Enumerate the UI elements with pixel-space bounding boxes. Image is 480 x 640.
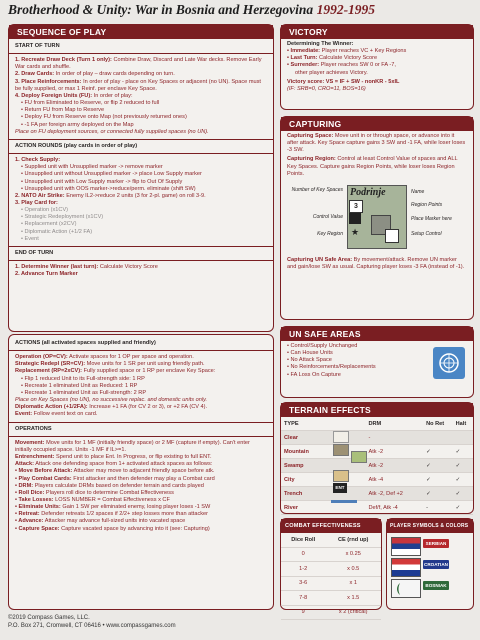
list-item: • Flip 1 reduced Unit to its Full-strength side: 1 RP (21, 375, 145, 382)
victory-item-text: Calculate Victory Score (319, 55, 378, 62)
table-row (281, 473, 473, 487)
sequence-header: SEQUENCE OF PLAY (9, 25, 273, 39)
victory-item-label: • Last Turn: (287, 55, 318, 62)
victory-score: Victory score: VS = IF + SW - nonKR - 5xIL (287, 78, 400, 85)
col-halt: Halt (453, 417, 473, 431)
list-item: • FA Loss On Capture (287, 371, 341, 378)
list-item: • Replacement (x2CV) (21, 221, 77, 228)
col-dice: Dice Roll (281, 533, 325, 547)
victory-panel (280, 24, 474, 110)
key-region-star-icon: ★ (351, 226, 360, 237)
terrain-swatch-mountain (333, 444, 349, 456)
attack-step-text: LOSS NUMBER = Combat Effectiveness x CF (55, 496, 170, 503)
attack-step-label: • Play Combat Cards: (15, 475, 72, 482)
attack-step-label: • DRM: (15, 482, 34, 489)
terrain-drm: Atk -2 (365, 459, 423, 473)
attack-step-text: First attacker and then defender may play a Combat card (73, 475, 215, 482)
list-item: • Recreate 1 eliminated Unit as Full-strength: 2 RP (21, 389, 147, 396)
terrain-halt: ✓ (453, 445, 473, 459)
attack-step-text: Players roll dice to determine Combat Effectiveness (45, 489, 174, 496)
list-item: • Unsupplied unit with Low Supply marker -> flip to Out Of Supply (21, 178, 183, 185)
page-title (8, 2, 472, 22)
ent-marker: ENT (333, 483, 347, 493)
un-emblem-icon (433, 347, 465, 379)
victory-item-text: other player achieves Victory. (295, 69, 368, 76)
op-text: Spend unit to place Ent. In Progress, or flip existing to full ENT. (56, 454, 212, 461)
attack-step (15, 490, 267, 497)
list-item: • Recreate 1 eliminated Unit as Reduced: 1 RP (21, 382, 138, 389)
terrain-drm: Atk -2 (365, 445, 423, 459)
title-years: 1992-1995 (316, 2, 376, 17)
list-item: • Deploy FU from Reserve onto Map (not previously returned ones) (21, 114, 187, 121)
col-type: TYPE (281, 417, 365, 431)
ce-value: x 0.25 (325, 547, 381, 562)
list-item: • Control/Supply Unchanged (287, 343, 358, 349)
op-entrenchment: Entrenchment: (15, 454, 55, 461)
capturing-region-label: Capturing Region: (287, 156, 336, 163)
col-ce: CE (rnd up) (325, 533, 381, 547)
list-item: • Return FU from Map to Reserve (21, 107, 105, 114)
attack-step (15, 468, 267, 475)
table-row (281, 431, 473, 445)
table-row (281, 459, 473, 473)
label-placemarker: Place Marker here (411, 215, 452, 222)
dice-roll: 0 (281, 547, 325, 562)
action-replacement: Replacement (RP=2xCV): (15, 368, 82, 375)
dice-roll: 9 (281, 605, 325, 620)
table-row (281, 605, 381, 620)
action-text: Move units for 1 SR per unit using friendly path. (86, 361, 205, 368)
attack-step-text: Gain 1 SW per eliminated enemy, losing player loses -1 SW (62, 504, 211, 511)
region-name: Podrinje (350, 186, 386, 198)
attack-step-text: Attacker may advance full-sized units into vacated space (44, 518, 186, 525)
title-main: Brotherhood & Unity: War in Bosnia and Herzegovina (8, 2, 317, 17)
list-item: • Operation (x1CV) (21, 207, 69, 214)
player-badge-bosniak: BOSNIAK (423, 581, 449, 590)
dice-roll: 3-6 (281, 576, 325, 591)
action-redeploy: Strategic Redepl (SR=CV): (15, 361, 86, 368)
attack-step (15, 504, 267, 511)
terrain-drm: Def/f, Atk -4 (365, 501, 423, 515)
list-item: • Strategic Redeployment (x1CV) (21, 214, 104, 221)
list-item: • Event (21, 235, 39, 242)
dice-roll: 1-2 (281, 562, 325, 577)
step-text: In order of play - place on Key Spaces or adjacent (no UN). Space must be fully supplied, or max 1 Reinf. per enclave Key Space. (15, 78, 261, 92)
attack-step (15, 476, 267, 483)
col-drm: DRM (365, 417, 423, 431)
action-text: Fully supplied space or 1 RP per enclave Key Space: (83, 368, 216, 375)
action-text: Activate spaces for 1 OP per space and operation. (68, 354, 194, 361)
terrain-halt: ✓ (453, 501, 473, 515)
victory-item-text: Player reaches SW 0 or FA -7, (320, 62, 396, 69)
terrain-type: City (281, 473, 365, 487)
terrain-type: Clear (281, 431, 365, 445)
actions-panel (8, 334, 274, 610)
victory-item (287, 55, 467, 62)
list-item: • FU from Eliminated to Reserve, or flip 2 reduced to full (21, 100, 160, 107)
ce-value: x 2 (critical) (325, 605, 381, 620)
terrain-halt (453, 431, 473, 445)
publisher-address: P.O. Box 271, Cromwell, CT 06416 • www.compassgames.com (8, 623, 176, 630)
symbols-header: PLAYER SYMBOLS & COLORS (387, 519, 473, 533)
step-play-card: 3. Play Card for: (15, 199, 58, 206)
list-item: • Supplied unit with Unsupplied marker -> remove marker (21, 164, 163, 171)
list-item: • No Reinforcements/Replacements (287, 364, 376, 371)
attack-step (15, 518, 267, 525)
step-air-strike: 2. NATO Air Strike: (15, 192, 65, 199)
list-note: Place on FU deployment sources, or connected fully supplied spaces (no UN). (15, 128, 209, 135)
ce-value: x 1 (325, 576, 381, 591)
terrain-halt: ✓ (453, 487, 473, 501)
label-setup: Setup Control (411, 230, 442, 237)
action-rounds-heading: ACTION ROUNDS (play cards in order of play) (15, 142, 138, 149)
list-item: • -1 FA per foreign army deployed on the Map (21, 121, 134, 128)
step-text: Enemy IL2->reduce 2 units (3 for 2-pl. game) on roll 3-9. (66, 192, 206, 199)
terrain-noret: ✓ (423, 459, 453, 473)
capturing-header: CAPTURING (281, 117, 473, 131)
step-reinforcements: 3. Place Reinforcements: (15, 78, 82, 85)
player-symbols-panel (386, 518, 474, 610)
list-item: • Unsupplied unit with OOS marker->reduce/perm. eliminate (shift SW) (21, 185, 196, 192)
ce-value: x 0.5 (325, 562, 381, 577)
terrain-noret: ✓ (423, 487, 453, 501)
step-recreate-deck: 1. Recreate Draw Deck (Turn 1 only): (15, 57, 112, 64)
terrain-type: River (281, 501, 365, 515)
attack-step-text: Defender retreats 1/2 spaces if 2/2+ step losses more than attacker (41, 511, 209, 518)
attack-step-label: • Capture Space: (15, 525, 60, 532)
list-item: • Can House Units (287, 350, 333, 357)
combat-table (281, 533, 381, 620)
serbian-flag-icon (391, 537, 421, 556)
action-diplomatic: Diplomatic Action (+1/2FA): (15, 404, 88, 411)
victory-item-label: • Surrender: (287, 62, 320, 69)
step-foreign-units: 4. Deploy Foreign Units (FU): (15, 92, 93, 99)
step-determine-winner: 1. Determine Winner (last turn): (15, 264, 99, 271)
label-regionpoints: Region Points (411, 201, 443, 208)
victory-item (287, 48, 467, 55)
terrain-noret (423, 431, 453, 445)
attack-step (15, 526, 267, 533)
un-header: UN SAFE AREAS (281, 327, 473, 341)
action-text: Increase +1 FA (for CV 2 or 3), or +2 FA (CV 4). (89, 404, 208, 411)
player-badge-serbian: SERBIAN (423, 539, 449, 548)
terrain-noret: - (423, 501, 453, 515)
table-row (281, 576, 381, 591)
region-diagram (287, 181, 467, 257)
table-row (281, 562, 381, 577)
determining-winner: Determining The Winner: (287, 41, 354, 47)
sequence-of-play-panel (8, 24, 274, 332)
op-attack: Attack: (15, 461, 34, 468)
table-row (281, 445, 473, 459)
action-text: Follow event text on card. (33, 411, 98, 418)
terrain-halt: ✓ (453, 459, 473, 473)
list-item: • No Attack Space (287, 357, 332, 364)
croatian-flag-icon (391, 558, 421, 577)
start-turn-heading: START OF TURN (15, 43, 60, 49)
step-advance-turn: 2. Advance Turn Marker (15, 271, 78, 278)
terrain-noret: ✓ (423, 445, 453, 459)
operations-heading: OPERATIONS (15, 425, 52, 432)
step-text: Calculate Victory Score (99, 264, 158, 271)
attack-step-label: • Eliminate Units: (15, 504, 61, 511)
op-text: Move units for 1 MF (initially friendly space) or 2 MF (capture if empty). Can't enter initially occupied space. Units -1 MF if IL>=1. (15, 439, 250, 453)
terrain-type: Swamp (281, 459, 365, 473)
list-item: • Diplomatic Action (+1/2 FA) (21, 228, 93, 235)
attack-step-label: • Take Losses: (15, 496, 54, 503)
attack-step-label: • Retreat: (15, 511, 40, 518)
un-safe-areas-panel (280, 326, 474, 398)
capturing-un-label: Capturing UN Safe Area: (287, 256, 353, 263)
table-row (281, 547, 381, 562)
copyright: ©2019 Compass Games, LLC. (8, 615, 90, 621)
table-row (281, 591, 381, 606)
terrain-noret: ✓ (423, 473, 453, 487)
table-row (281, 487, 473, 501)
capturing-space-label: Capturing Space: (287, 133, 334, 139)
action-operation: Operation (OP=CV): (15, 354, 68, 361)
terrain-swatch-swamp (351, 451, 367, 463)
list-note: Place on Key Spaces (no UN), no successive replac. and domestic units only. (15, 397, 208, 404)
label-keyspaces: Number of Key Spaces (291, 186, 343, 193)
terrain-type: Trench (281, 487, 365, 501)
terrain-type: Mountain (281, 445, 365, 459)
bosniak-flag-icon (391, 579, 421, 598)
victory-item-text: Player reaches VC + Key Regions (321, 48, 407, 55)
attack-step-label: • Roll Dice: (15, 489, 45, 496)
attack-step-text: Players calculate DRMs based on defender terrain and cards played (34, 482, 204, 489)
terrain-table (281, 417, 473, 515)
combat-effectiveness-panel (280, 518, 382, 616)
step-text: In order of play: (93, 92, 133, 99)
player-badge-croatian: CROATIAN (424, 562, 448, 567)
setup-control-box (385, 229, 399, 243)
region-number: 3 (349, 200, 363, 213)
combat-header: COMBAT EFFECTIVENESS (281, 519, 381, 533)
capturing-region-text: Control at least Control Value of spaces and ALL Key Spaces. Capture gains Region Points, while loser loses Region Points. (287, 156, 458, 177)
attack-step-text: Capture vacated space by advancing into it (see: Capturing) (61, 525, 210, 532)
actions-heading: ACTIONS (all activated spaces supplied and friendly) (15, 340, 156, 346)
terrain-drm: - (365, 431, 423, 445)
attack-step (15, 497, 267, 504)
op-movement: Movement: (15, 439, 45, 446)
victory-item-label: • Immediate: (287, 48, 321, 55)
op-text: Attack one defending space from 1+ activated attack spaces as follows: (35, 461, 213, 468)
label-keyregion: Key Region (317, 230, 343, 237)
attack-step-label: • Move Before Attack: (15, 468, 73, 475)
victory-header: VICTORY (281, 25, 473, 39)
col-noret: No Ret (423, 417, 453, 431)
control-value-box (349, 213, 361, 224)
victory-score-note: (IF: SRB=0, CRO=11, BOS=16) (287, 85, 366, 92)
action-event: Event: (15, 411, 33, 418)
terrain-swatch-city (333, 470, 349, 482)
attack-step-label: • Advance: (15, 518, 44, 525)
capturing-space-text: Move unit in or through space, or advance into it after attack. Key Space capture gains 3 SW and -1 FA, while loser loses -3 SW. (287, 133, 466, 154)
label-name: Name (411, 188, 425, 195)
end-turn-heading: END OF TURN (15, 249, 54, 256)
list-item: • Unsupplied unit without Unsupplied marker -> place Low Supply marker (21, 171, 202, 178)
terrain-effects-panel (280, 402, 474, 514)
attack-step (15, 511, 267, 518)
step-check-supply: 1. Check Supply: (15, 157, 61, 164)
capturing-panel (280, 116, 474, 320)
footer (8, 614, 176, 631)
ce-value: x 1.5 (325, 591, 381, 606)
table-header-row (281, 533, 381, 547)
victory-item (287, 62, 467, 69)
terrain-drm: Atk -4 (365, 473, 423, 487)
label-control: Control Value (312, 213, 343, 220)
terrain-drm: Atk -2, Def +2 (365, 487, 423, 501)
capturing-un-text: By movement/attack. Remove UN marker and gain/lose SW as usual. Capturing player loses -3 FA (instead of -1). (287, 256, 465, 271)
dice-roll: 7-8 (281, 591, 325, 606)
attack-step (15, 483, 267, 490)
terrain-swatch-clear (333, 431, 349, 443)
table-header-row (281, 417, 473, 431)
terrain-swatch-river (331, 500, 357, 503)
step-text: Combine Draw, Discard and Late War decks. Remove Early War cards and shuffle. (15, 57, 262, 71)
table-row (281, 501, 473, 515)
terrain-halt: ✓ (453, 473, 473, 487)
step-text: In order of play – draw cards depending on turn. (55, 71, 175, 78)
terrain-header: TERRAIN EFFECTS (281, 403, 473, 417)
attack-step-text: Attacker may move to adjacent friendly space before atk. (73, 468, 215, 475)
step-draw-cards: 2. Draw Cards: (15, 71, 55, 78)
